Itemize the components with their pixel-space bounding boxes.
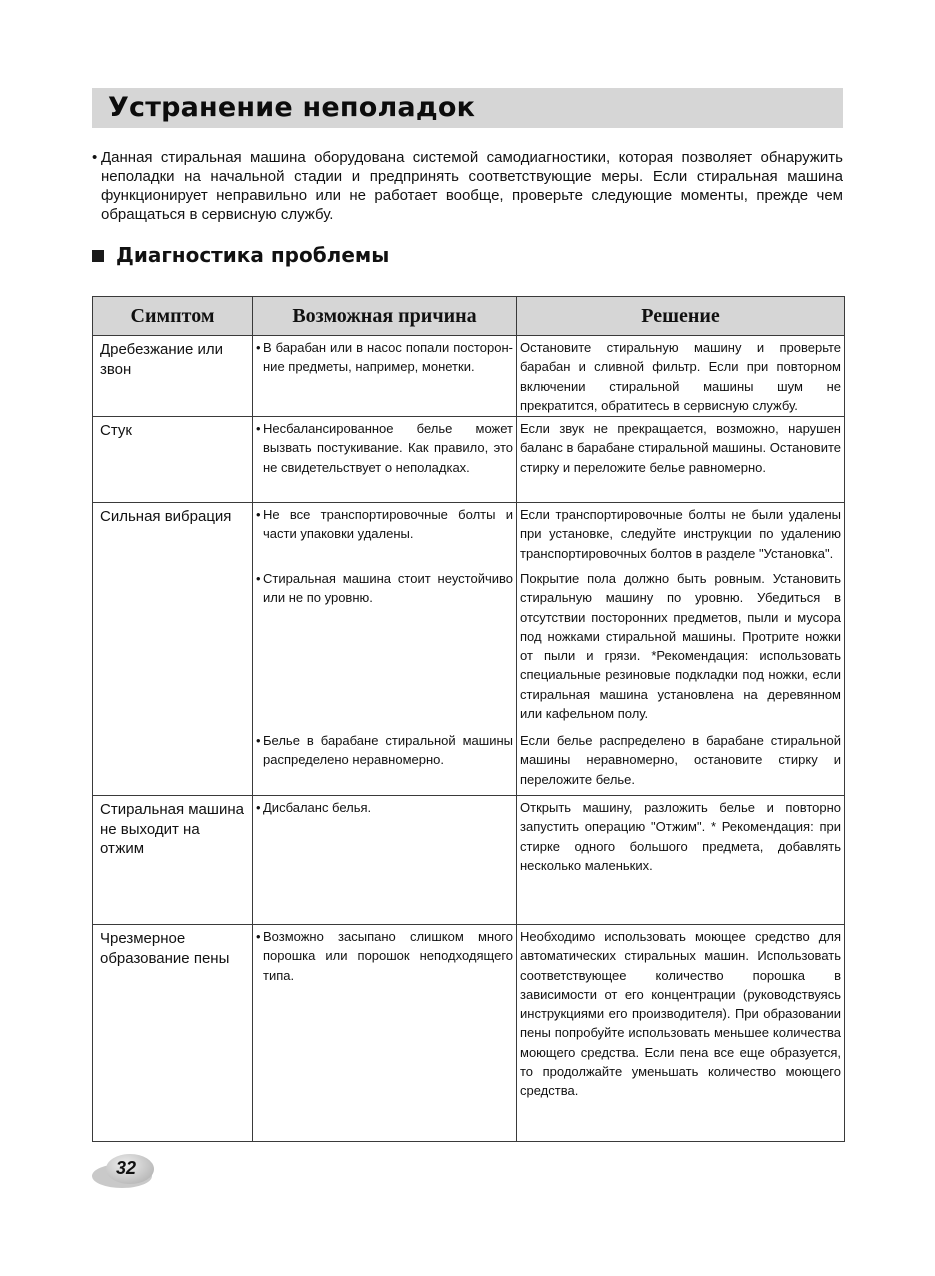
- table-row: [93, 417, 845, 503]
- solution-text: Открыть машину, разложить белье и повторно запустить операцию "Отжим". * Рекомендация: при стирке одного большого предмета, добавлять несколько маленьких.: [520, 800, 841, 873]
- cause-item: [256, 569, 513, 731]
- cause-item: [256, 419, 513, 477]
- solution-text: Если звук не прекращается, возможно, нарушен баланс в барабане стиральной машины. Остановите стирку и переложите белье равномерно.: [520, 421, 841, 475]
- symptom-cell: Чрезмерное образование пены: [93, 925, 253, 1142]
- solution-text: Необходимо использовать моющее средство для автоматических стиральных машин. Использовать соответствующее количество порошка в зависимости от его концентрации (руководствуясь инструкциями его производителя). При образовании пены попробуйте использовать меньшее количества моющего средства. Если пена все еще образуется, то продолжайте уменьшать количество моющего средства.: [520, 929, 841, 1099]
- bullet-dot: •: [256, 340, 261, 355]
- cause-text: В барабан или в насос попали посторон-ние предметы, например, монетки.: [263, 340, 513, 375]
- cause-text: Белье в барабане стиральной машины распределено неравномерно.: [263, 733, 513, 768]
- symptom-cell: Сильная вибрация: [93, 503, 253, 796]
- table-row: [93, 796, 845, 925]
- bullet-dot: •: [256, 421, 261, 436]
- table-header-row: [93, 297, 845, 336]
- diagnostics-table: [92, 296, 845, 1142]
- cause-item: [256, 798, 513, 817]
- cause-text: Стиральная машина стоит неустойчиво или не по уровню.: [263, 571, 513, 606]
- solution-cell: [517, 925, 845, 1142]
- solution-text: Покрытие пола должно быть ровным. Установить стиральную машину по уровню. Убедиться в отсутствии посторонних предметов, пыли и мусора под ножками стиральной машины. Протрите ножки от пыли и грязи. *Рекомендация: использовать специальные резиновые подкладки под ножки, если стиральная машина установлена на деревянном или кафельном полу.: [520, 571, 841, 722]
- table-row: [93, 336, 845, 417]
- cause-cell: [253, 925, 517, 1142]
- square-bullet-icon: [92, 250, 104, 262]
- header-symptom: Симптом: [93, 297, 253, 336]
- solution-cell: [517, 796, 845, 925]
- cause-cell: [253, 336, 517, 417]
- solution-cell: [517, 503, 845, 796]
- solution-cell: [517, 417, 845, 503]
- intro-paragraph: [92, 148, 843, 224]
- cause-cell: [253, 796, 517, 925]
- page-number-badge: [92, 1152, 156, 1188]
- solution-cell: [517, 336, 845, 417]
- bullet-dot: •: [256, 733, 261, 748]
- cause-text: Дисбаланс белья.: [263, 800, 372, 815]
- bullet-dot: •: [256, 800, 261, 815]
- header-cause: Возможная причина: [253, 297, 517, 336]
- cause-item: [256, 505, 513, 569]
- solution-text: Остановите стиральную машину и проверьте барабан и сливной фильтр. Если при повторном включении стиральной машины шум не прекратится, обратитесь в сервисную службу.: [520, 340, 841, 413]
- cause-text: Несбалансированное белье может вызвать постукивание. Как правило, это не свидетельствует о неполадках.: [263, 421, 513, 475]
- solution-text: Если белье распределено в барабане стиральной машины неравномерно, остановите стирку и переложите белье.: [520, 733, 841, 787]
- symptom-cell: Стиральная машина не выходит на отжим: [93, 796, 253, 925]
- table-row: [93, 503, 845, 796]
- bullet-dot: •: [256, 929, 261, 944]
- title-band: [92, 88, 843, 128]
- table-row: [93, 925, 845, 1142]
- cause-cell: [253, 417, 517, 503]
- symptom-cell: Стук: [93, 417, 253, 503]
- cause-text: Не все транспортировочные болты и части упаковки удалены.: [263, 507, 513, 542]
- cause-cell: [253, 503, 517, 796]
- section-title: Диагностика проблемы: [116, 243, 390, 267]
- solution-text: Если транспортировочные болты не были удалены при установке, следуйте инструкции по удалению транспортировочных болтов в разделе "Установка".: [520, 507, 841, 561]
- cause-item: [256, 338, 513, 377]
- symptom-cell: Дребезжание или звон: [93, 336, 253, 417]
- cause-item: [256, 927, 513, 985]
- bullet-dot: •: [256, 507, 261, 522]
- intro-text: Данная стиральная машина оборудована системой самодиагностики, которая позволяет обнаружить неполадки на начальной стадии и предпринять соответствующие меры. Если стиральная машина функционирует неправильно или не работает вообще, проверьте следующие моменты, прежде чем обращаться в сервисную службу.: [101, 149, 843, 223]
- cause-text: Возможно засыпано слишком много порошка или порошок неподходящего типа.: [263, 929, 513, 983]
- cause-item: [256, 731, 513, 770]
- page-title: Устранение неполадок: [108, 92, 476, 123]
- header-solution: Решение: [517, 297, 845, 336]
- intro-bullet: •: [92, 149, 98, 166]
- page-number: 32: [116, 1158, 137, 1178]
- bullet-dot: •: [256, 571, 261, 586]
